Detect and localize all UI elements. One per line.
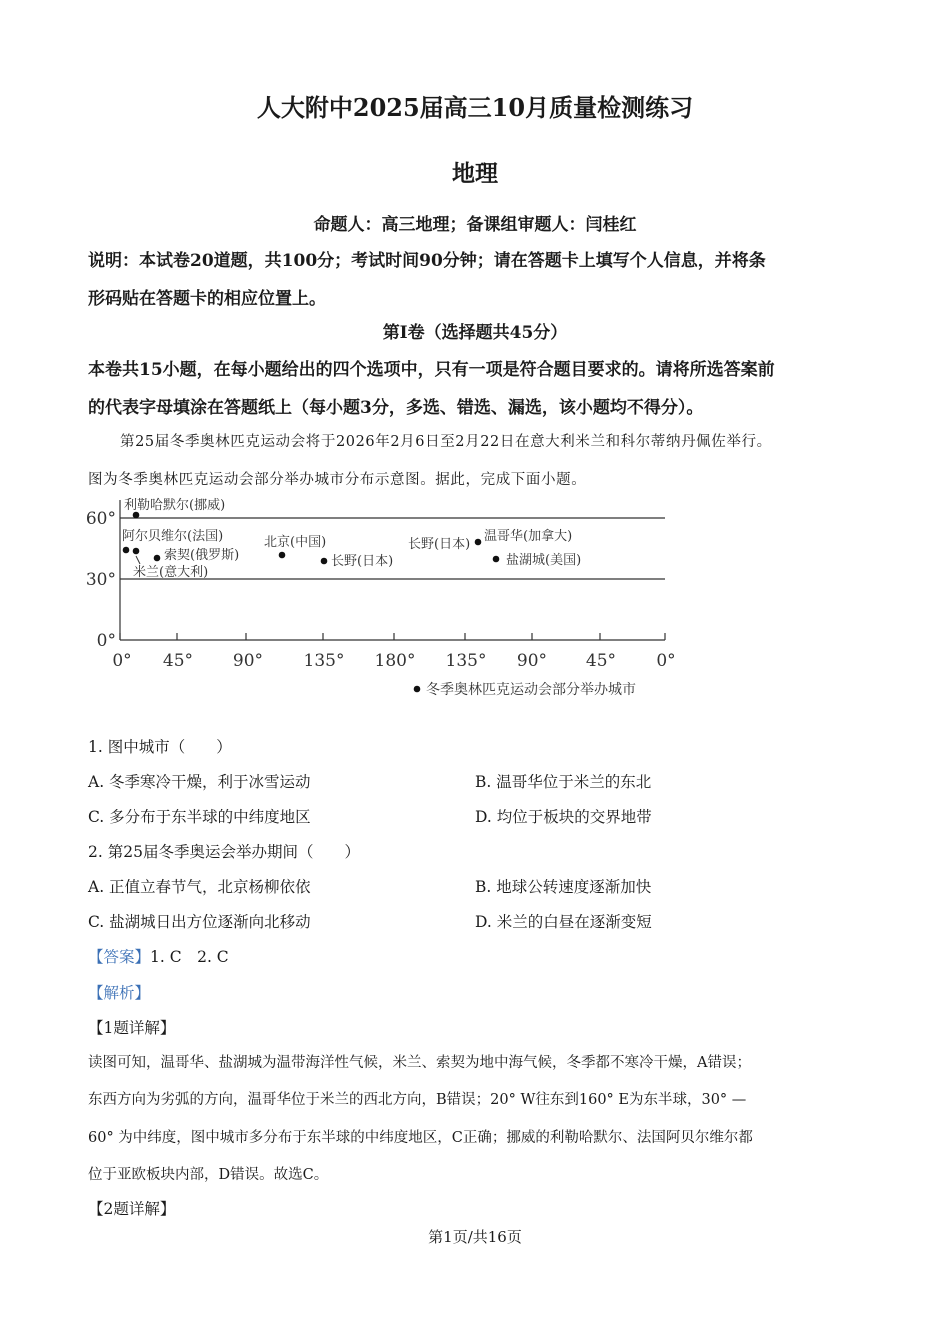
city-dot-sochi bbox=[154, 555, 161, 562]
lat-label-30: 30° bbox=[85, 570, 116, 590]
question-1-option-b: B. 温哥华位于米兰的东北 bbox=[475, 773, 652, 791]
city-dot-salt-lake-city bbox=[493, 556, 500, 563]
page-title: 人大附中2025届高三10月质量检测练习 bbox=[256, 93, 694, 122]
detail-2-heading: 【2题详解】 bbox=[88, 1200, 176, 1218]
notice-line-2: 形码贴在答题卡的相应位置上。 bbox=[88, 289, 326, 309]
notice-line-1: 说明：本试卷20道题，共100分；考试时间90分钟；请在答题卡上填写个人信息，并将条 bbox=[88, 251, 766, 271]
detail-1-line-4: 位于亚欧板块内部，D错误。故选C。 bbox=[88, 1167, 329, 1183]
answer-line bbox=[88, 945, 229, 967]
x-ticks bbox=[120, 633, 665, 640]
stem-line-2: 图为冬季奥林匹克运动会部分举办城市分布示意图。据此，完成下面小题。 bbox=[88, 472, 587, 488]
subject-title: 地理 bbox=[452, 160, 498, 187]
city-dot-albertville bbox=[123, 547, 130, 554]
question-2-option-b: B. 地球公转速度逐渐加快 bbox=[475, 878, 652, 896]
detail-1-line-2: 东西方向为劣弧的方向，温哥华位于米兰的西北方向，B错误；20° W往东到160° E为东半球，30° — bbox=[88, 1092, 747, 1108]
section-instruction-2: 的代表字母填涂在答题纸上（每小题3分，多选、错选、漏选，该小题均不得分）。 bbox=[88, 398, 704, 418]
lon-label: 180° bbox=[374, 651, 416, 671]
lon-label: 0° bbox=[656, 651, 676, 671]
question-2-stem: 2. 第25届冬季奥运会举办期间（ ） bbox=[88, 843, 360, 861]
legend-label: 冬季奥林匹克运动会部分举办城市 bbox=[426, 682, 636, 698]
question-1-option-c: C. 多分布于东半球的中纬度地区 bbox=[88, 808, 311, 826]
city-dot-milan bbox=[133, 548, 140, 555]
milan-leader-line bbox=[136, 556, 140, 564]
city-label-lillehammer: 利勒哈默尔(挪威) bbox=[124, 498, 226, 513]
lon-label: 90° bbox=[232, 651, 264, 671]
answer-text: 1. C 2. C bbox=[150, 948, 229, 966]
page-footer: 第1页/共16页 bbox=[428, 1228, 522, 1246]
question-1-option-a: A. 冬季寒冷干燥，利于冰雪运动 bbox=[88, 773, 311, 791]
analysis-tag: 【解析】 bbox=[88, 984, 151, 1002]
city-label-nagano: 长野(日本) bbox=[331, 554, 394, 569]
question-2-option-c: C. 盐湖城日出方位逐渐向北移动 bbox=[88, 913, 311, 931]
city-dot-beijing bbox=[279, 552, 286, 559]
lon-label: 90° bbox=[516, 651, 548, 671]
city-label-albertville: 阿尔贝维尔(法国) bbox=[122, 529, 224, 544]
legend-dot bbox=[414, 686, 421, 693]
answer-tag: 【答案】 bbox=[88, 948, 151, 966]
lon-label: 45° bbox=[585, 651, 617, 671]
detail-1-heading: 【1题详解】 bbox=[88, 1019, 176, 1037]
detail-1-line-1: 读图可知，温哥华、盐湖城为温带海洋性气候，米兰、索契为地中海气候，冬季都不寒冷干燥，A错误； bbox=[88, 1055, 751, 1071]
city-label-sochi: 索契(俄罗斯) bbox=[164, 548, 240, 563]
question-2-option-a: A. 正值立春节气，北京杨柳依依 bbox=[88, 878, 311, 896]
question-1-option-d: D. 均位于板块的交界地带 bbox=[475, 808, 652, 826]
author-line: 命题人：高三地理；备课组审题人：闫桂红 bbox=[313, 215, 637, 235]
stem-line-1: 第25届冬季奥林匹克运动会将于2026年2月6日至2月22日在意大利米兰和科尔蒂纳丹佩佐举行。 bbox=[120, 434, 772, 450]
lon-label: 0° bbox=[112, 651, 132, 671]
question-1-stem: 1. 图中城市（ ） bbox=[88, 738, 232, 756]
section-title: 第Ⅰ卷（选择题共45分） bbox=[382, 323, 568, 343]
detail-1-line-3: 60° 为中纬度，图中城市多分布于东半球的中纬度地区，C正确；挪威的利勒哈默尔、法国阿贝尔维尔都 bbox=[88, 1130, 753, 1146]
city-label-nagano-alt: 长野(日本) bbox=[408, 537, 471, 552]
lat-label-60: 60° bbox=[85, 509, 116, 529]
lon-label: 135° bbox=[445, 651, 487, 671]
city-label-vancouver: 温哥华(加拿大) bbox=[484, 529, 573, 544]
city-dot-vancouver bbox=[475, 539, 482, 546]
lon-label: 45° bbox=[162, 651, 194, 671]
city-dot-nagano bbox=[321, 558, 328, 565]
city-label-salt-lake-city: 盐湖城(美国) bbox=[506, 553, 582, 568]
city-label-milan: 米兰(意大利) bbox=[133, 565, 209, 580]
lon-label: 135° bbox=[303, 651, 345, 671]
section-instruction-1: 本卷共15小题，在每小题给出的四个选项中，只有一项是符合题目要求的。请将所选答案前 bbox=[88, 360, 775, 380]
lat-label-0: 0° bbox=[96, 631, 116, 651]
question-2-option-d: D. 米兰的白昼在逐渐变短 bbox=[475, 913, 652, 931]
city-label-beijing: 北京(中国) bbox=[264, 535, 327, 550]
host-city-map bbox=[80, 492, 690, 712]
